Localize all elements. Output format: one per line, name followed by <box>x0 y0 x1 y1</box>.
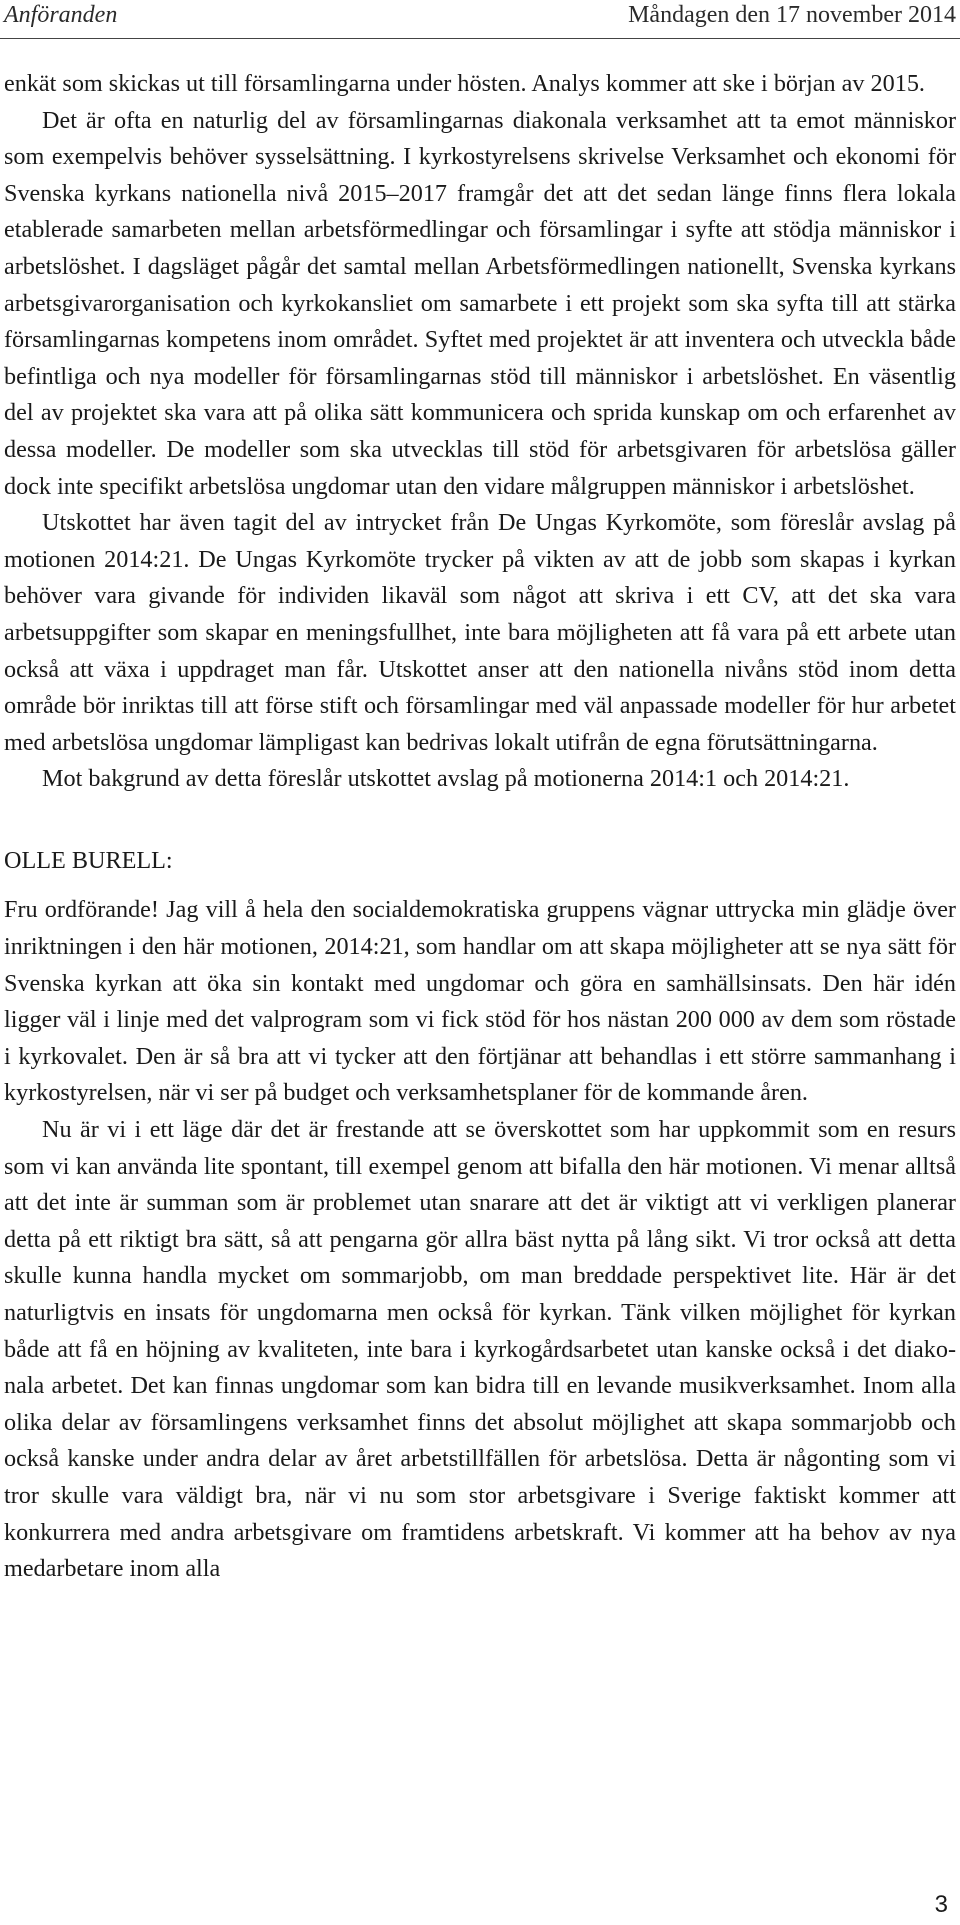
paragraph-continued: enkät som skickas ut till församlingarna under hösten. Analys kommer att ske i början av 2015. <box>4 70 925 97</box>
page-number: 3 <box>934 1891 948 1918</box>
document-body <box>4 66 956 1588</box>
session-date: Måndagen den 17 november 2014 <box>628 2 956 28</box>
paragraph: Det är ofta en naturlig del av församlingarnas diakonala verksamhet att ta emot människor som exempelvis behöver sysselsättning. I kyrkostyrelsens skrivelse Verksamhet och ekonomi för Svenska kyrkans nationella nivå 2015–2017 framgår det att det sedan länge finns flera lokala etablerade samarbeten mellan arbetsförmedlingar och församlingar i syfte att stödja människor i arbetslöshet. I dagsläget pågår det samtal mellan Arbetsförmedlingen nationellt, Svenska kyrkans arbetsgivarorganisation och kyrkokansliet om samarbete i ett projekt som ska syfta till att stärka församlingarnas kompetens inom området. Syftet med projektet är att inventera och utveckla både befintliga och nya modeller för församlingarnas stöd till människor i arbetslöshet. En väsentlig del av projektet ska vara att på olika sätt kommunicera och sprida kunskap om och erfarenhet av dessa modeller. De modeller som ska utvecklas till stöd för arbetsgivaren för arbetslösa gäller dock inte specifikt arbetslösa ungdomar utan den vidare målgruppen människor i arbetslöshet. <box>4 106 956 500</box>
paragraph: Mot bakgrund av detta föreslår utskottet avslag på motionerna 2014:1 och 2014:21. <box>42 765 850 793</box>
paragraph: Utskottet har även tagit del av intrycket från De Ungas Kyrkomöte, som föreslår avslag på motionen 2014:21. De Ungas Kyrkomöte trycker på vikten av att de jobb som skapas i kyrkan behöver vara givande för individen likaväl som något att skriva i ett CV, att det ska vara arbetsuppgifter som skapar en meningsfullhet, inte bara möjligheten att få vara på ett arbete utan också att växa i uppdraget man får. Utskottet anser att den nationella nivåns stöd inom detta område bör inriktas till att förse stift och församlingar med väl anpassade modeller för hur arbetet med arbetslösa ungdomar lämpligast kan bedrivas lokalt utifrån de egna förutsättningarna. <box>4 509 956 756</box>
speaker-name: OLLE BURELL: <box>4 846 173 874</box>
section-title: Anföranden <box>4 2 118 28</box>
speech-paragraph: Nu är vi i ett läge där det är frestande att se överskottet som har uppkommit som en resurs som vi kan använda lite spontant, till exempel genom att bifalla den här motionen. Vi menar alltså att det inte är summan som är problemet utan snarare att det är viktigt att vi verkligen planerar detta på ett riktigt bra sätt, så att pengarna gör allra bäst nytta på lång sikt. Vi tror också att detta skulle kunna handla mycket om sommarjobb, om man breddade perspektivet lite. Här är det naturligtvis en insats för ungdomarna men också för kyrkan. Tänk vilken möjlighet för kyrkan både att få en höjning av kvaliteten, inte bara i kyrkogårdsarbetet utan kanske också i det diakonala arbetet. Det kan finnas ungdomar som kan bidra till en levande musikverksamhet. Inom alla olika delar av församlingens verksamhet finns det absolut möjlighet att skapa sommarjobb och också kanske under andra delar av året arbetstillfällen för arbetslösa. Detta är någonting som vi tror skulle vara väldigt bra, när vi nu som stor arbetsgivare i Sverige faktiskt kommer att konkurrera med andra arbetsgivare om framtidens arbetskraft. Vi kommer att ha behov av nya medarbetare inom alla <box>4 1116 956 1583</box>
page-header <box>0 0 960 39</box>
speech-paragraph: Fru ordförande! Jag vill å hela den socialdemokratiska gruppens vägnar uttrycka min glädje över inriktningen i den här motionen, 2014:21, som handlar om att skapa möjligheter att se nya sätt för Svenska kyrkan att öka sin kontakt med ungdomar och göra en samhällsinsats. Den här idén ligger väl i linje med det valprogram som vi fick stöd för hos nästan 200 000 av dem som röstade i kyrkovalet. Den är så bra att vi tycker att den förtjänar att behandlas i ett större sammanhang i kyrkostyrelsen, när vi ser på budget och verksamhetsplaner för de kommande åren. <box>4 896 956 1107</box>
